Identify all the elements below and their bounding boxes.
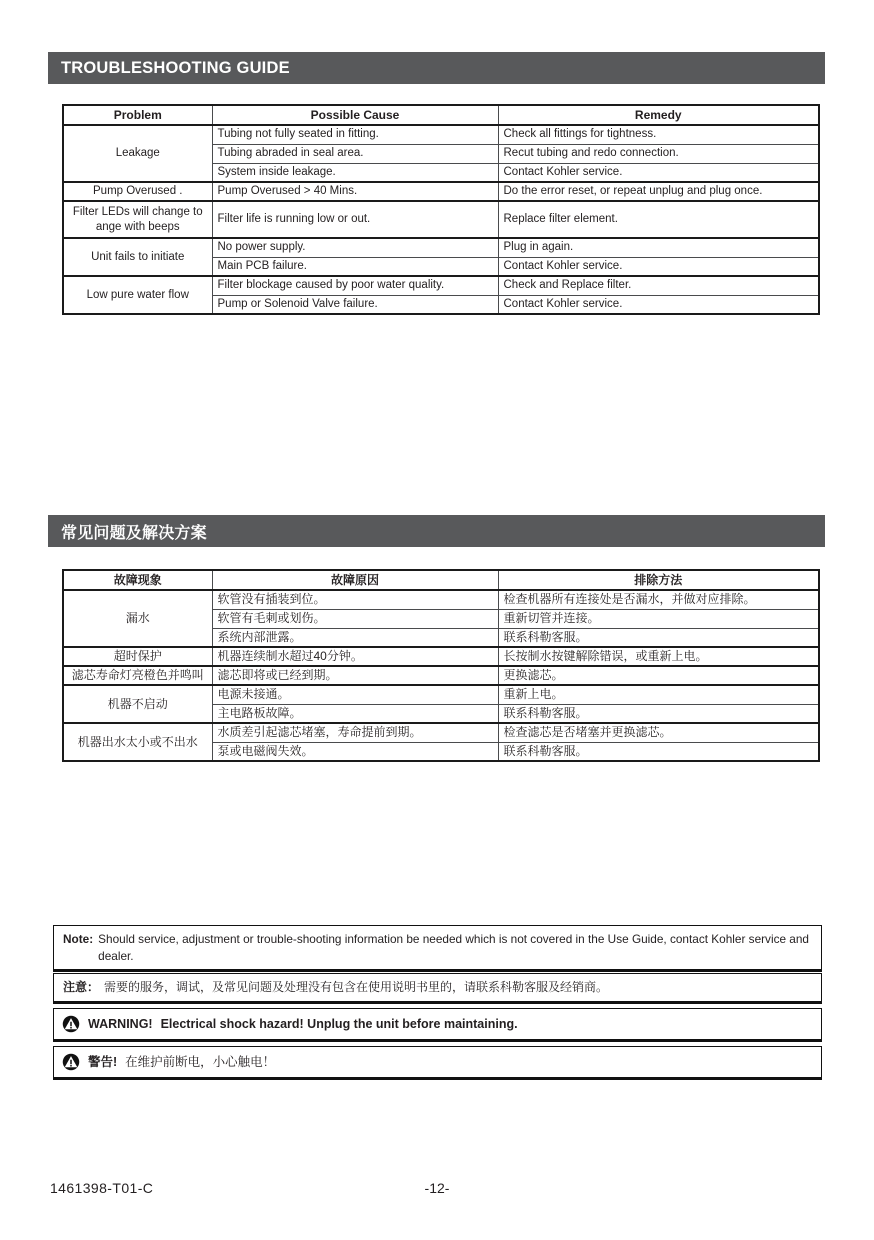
cause-cell: 系统内部泄露。 <box>212 628 498 647</box>
cause-cell: Filter life is running low or out. <box>212 201 498 238</box>
warning-label: 警告! <box>88 1054 118 1069</box>
column-header-problem: Problem <box>63 105 212 125</box>
problem-cell: 机器出水太小或不出水 <box>63 723 212 761</box>
remedy-cell: Contact Kohler service. <box>498 295 819 314</box>
warning-triangle-icon <box>62 1015 80 1033</box>
cause-cell: 机器连续制水超过40分钟。 <box>212 647 498 666</box>
remedy-cell: 检查机器所有连接处是否漏水，并做对应排除。 <box>498 590 819 609</box>
note-label: 注意： <box>63 980 100 994</box>
remedy-cell: 更换滤芯。 <box>498 666 819 685</box>
cause-cell: 主电路板故障。 <box>212 704 498 723</box>
cause-cell: 软管有毛刺或划伤。 <box>212 609 498 628</box>
section-title-cn: 常见问题及解决方案 <box>61 524 207 542</box>
section-header-troubleshooting <box>48 52 825 84</box>
section-header-faq-cn <box>48 515 825 547</box>
table-row <box>63 590 819 609</box>
cause-cell: Tubing not fully seated in fitting. <box>212 125 498 144</box>
problem-cell: Pump Overused . <box>63 182 212 201</box>
remedy-cell: Replace filter element. <box>498 201 819 238</box>
remedy-cell: 联系科勒客服。 <box>498 704 819 723</box>
problem-cell: 滤芯寿命灯亮橙色并鸣叫 <box>63 666 212 685</box>
remedy-cell: Recut tubing and redo connection. <box>498 144 819 163</box>
cause-cell: 水质差引起滤芯堵塞，寿命提前到期。 <box>212 723 498 742</box>
column-header-cause: Possible Cause <box>212 105 498 125</box>
troubleshooting-table-en <box>62 104 820 315</box>
warning-triangle-icon <box>62 1053 80 1071</box>
table-row <box>63 182 819 201</box>
cause-cell: 滤芯即将或已经到期。 <box>212 666 498 685</box>
table-row <box>63 647 819 666</box>
remedy-cell: Check all fittings for tightness. <box>498 125 819 144</box>
page-number: -12- <box>424 1180 450 1196</box>
column-header-cause: 故障原因 <box>212 570 498 590</box>
remedy-cell: 联系科勒客服。 <box>498 742 819 761</box>
section-title-en: TROUBLESHOOTING GUIDE <box>61 58 290 77</box>
problem-cell: 漏水 <box>63 590 212 647</box>
table-row <box>63 666 819 685</box>
problem-cell: 机器不启动 <box>63 685 212 723</box>
problem-cell: Leakage <box>63 125 212 182</box>
table-row <box>63 238 819 257</box>
table-header-row <box>63 570 819 590</box>
problem-cell: Unit fails to initiate <box>63 238 212 276</box>
note-label: Note: <box>63 932 94 946</box>
column-header-problem: 故障现象 <box>63 570 212 590</box>
table-row <box>63 685 819 704</box>
remedy-cell: Contact Kohler service. <box>498 257 819 276</box>
note-text: 需要的服务，调试，及常见问题及处理没有包含在使用说明书里的，请联系科勒客服及经销商。 <box>104 980 609 994</box>
note-box-cn <box>53 973 822 1004</box>
warning-text: Electrical shock hazard! Unplug the unit before maintaining. <box>160 1016 518 1031</box>
cause-cell: Pump or Solenoid Valve failure. <box>212 295 498 314</box>
table-row <box>63 276 819 295</box>
problem-cell: Low pure water flow <box>63 276 212 314</box>
cause-cell: System inside leakage. <box>212 163 498 182</box>
column-header-remedy: Remedy <box>498 105 819 125</box>
problem-cell: Filter LEDs will change to ange with beeps <box>63 201 212 238</box>
problem-cell: 超时保护 <box>63 647 212 666</box>
remedy-cell: 检查滤芯是否堵塞并更换滤芯。 <box>498 723 819 742</box>
remedy-cell: Plug in again. <box>498 238 819 257</box>
cause-cell: Main PCB failure. <box>212 257 498 276</box>
column-header-remedy: 排除方法 <box>498 570 819 590</box>
table-header-row <box>63 105 819 125</box>
note-box-en <box>53 925 822 972</box>
table-row <box>63 201 819 238</box>
table-row <box>63 723 819 742</box>
warning-label: WARNING! <box>88 1016 153 1031</box>
cause-cell: No power supply. <box>212 238 498 257</box>
cause-cell: 软管没有插装到位。 <box>212 590 498 609</box>
table-row <box>63 125 819 144</box>
warning-box-en <box>53 1008 822 1042</box>
troubleshooting-table-cn <box>62 569 820 762</box>
remedy-cell: 重新上电。 <box>498 685 819 704</box>
document-code: 1461398-T01-C <box>50 1180 154 1196</box>
remedy-cell: Contact Kohler service. <box>498 163 819 182</box>
remedy-cell: Check and Replace filter. <box>498 276 819 295</box>
cause-cell: Tubing abraded in seal area. <box>212 144 498 163</box>
remedy-cell: Do the error reset, or repeat unplug and plug once. <box>498 182 819 201</box>
cause-cell: Pump Overused > 40 Mins. <box>212 182 498 201</box>
remedy-cell: 长按制水按键解除错误，或重新上电。 <box>498 647 819 666</box>
note-text: Should service, adjustment or trouble-shooting information be needed which is not covered in the Use Guide, contact Kohler service and dealer. <box>98 932 809 963</box>
remedy-cell: 重新切管并连接。 <box>498 609 819 628</box>
warning-text: 在维护前断电，小心触电！ <box>125 1054 276 1069</box>
cause-cell: Filter blockage caused by poor water quality. <box>212 276 498 295</box>
warning-box-cn <box>53 1046 822 1080</box>
remedy-cell: 联系科勒客服。 <box>498 628 819 647</box>
cause-cell: 电源未接通。 <box>212 685 498 704</box>
cause-cell: 泵或电磁阀失效。 <box>212 742 498 761</box>
